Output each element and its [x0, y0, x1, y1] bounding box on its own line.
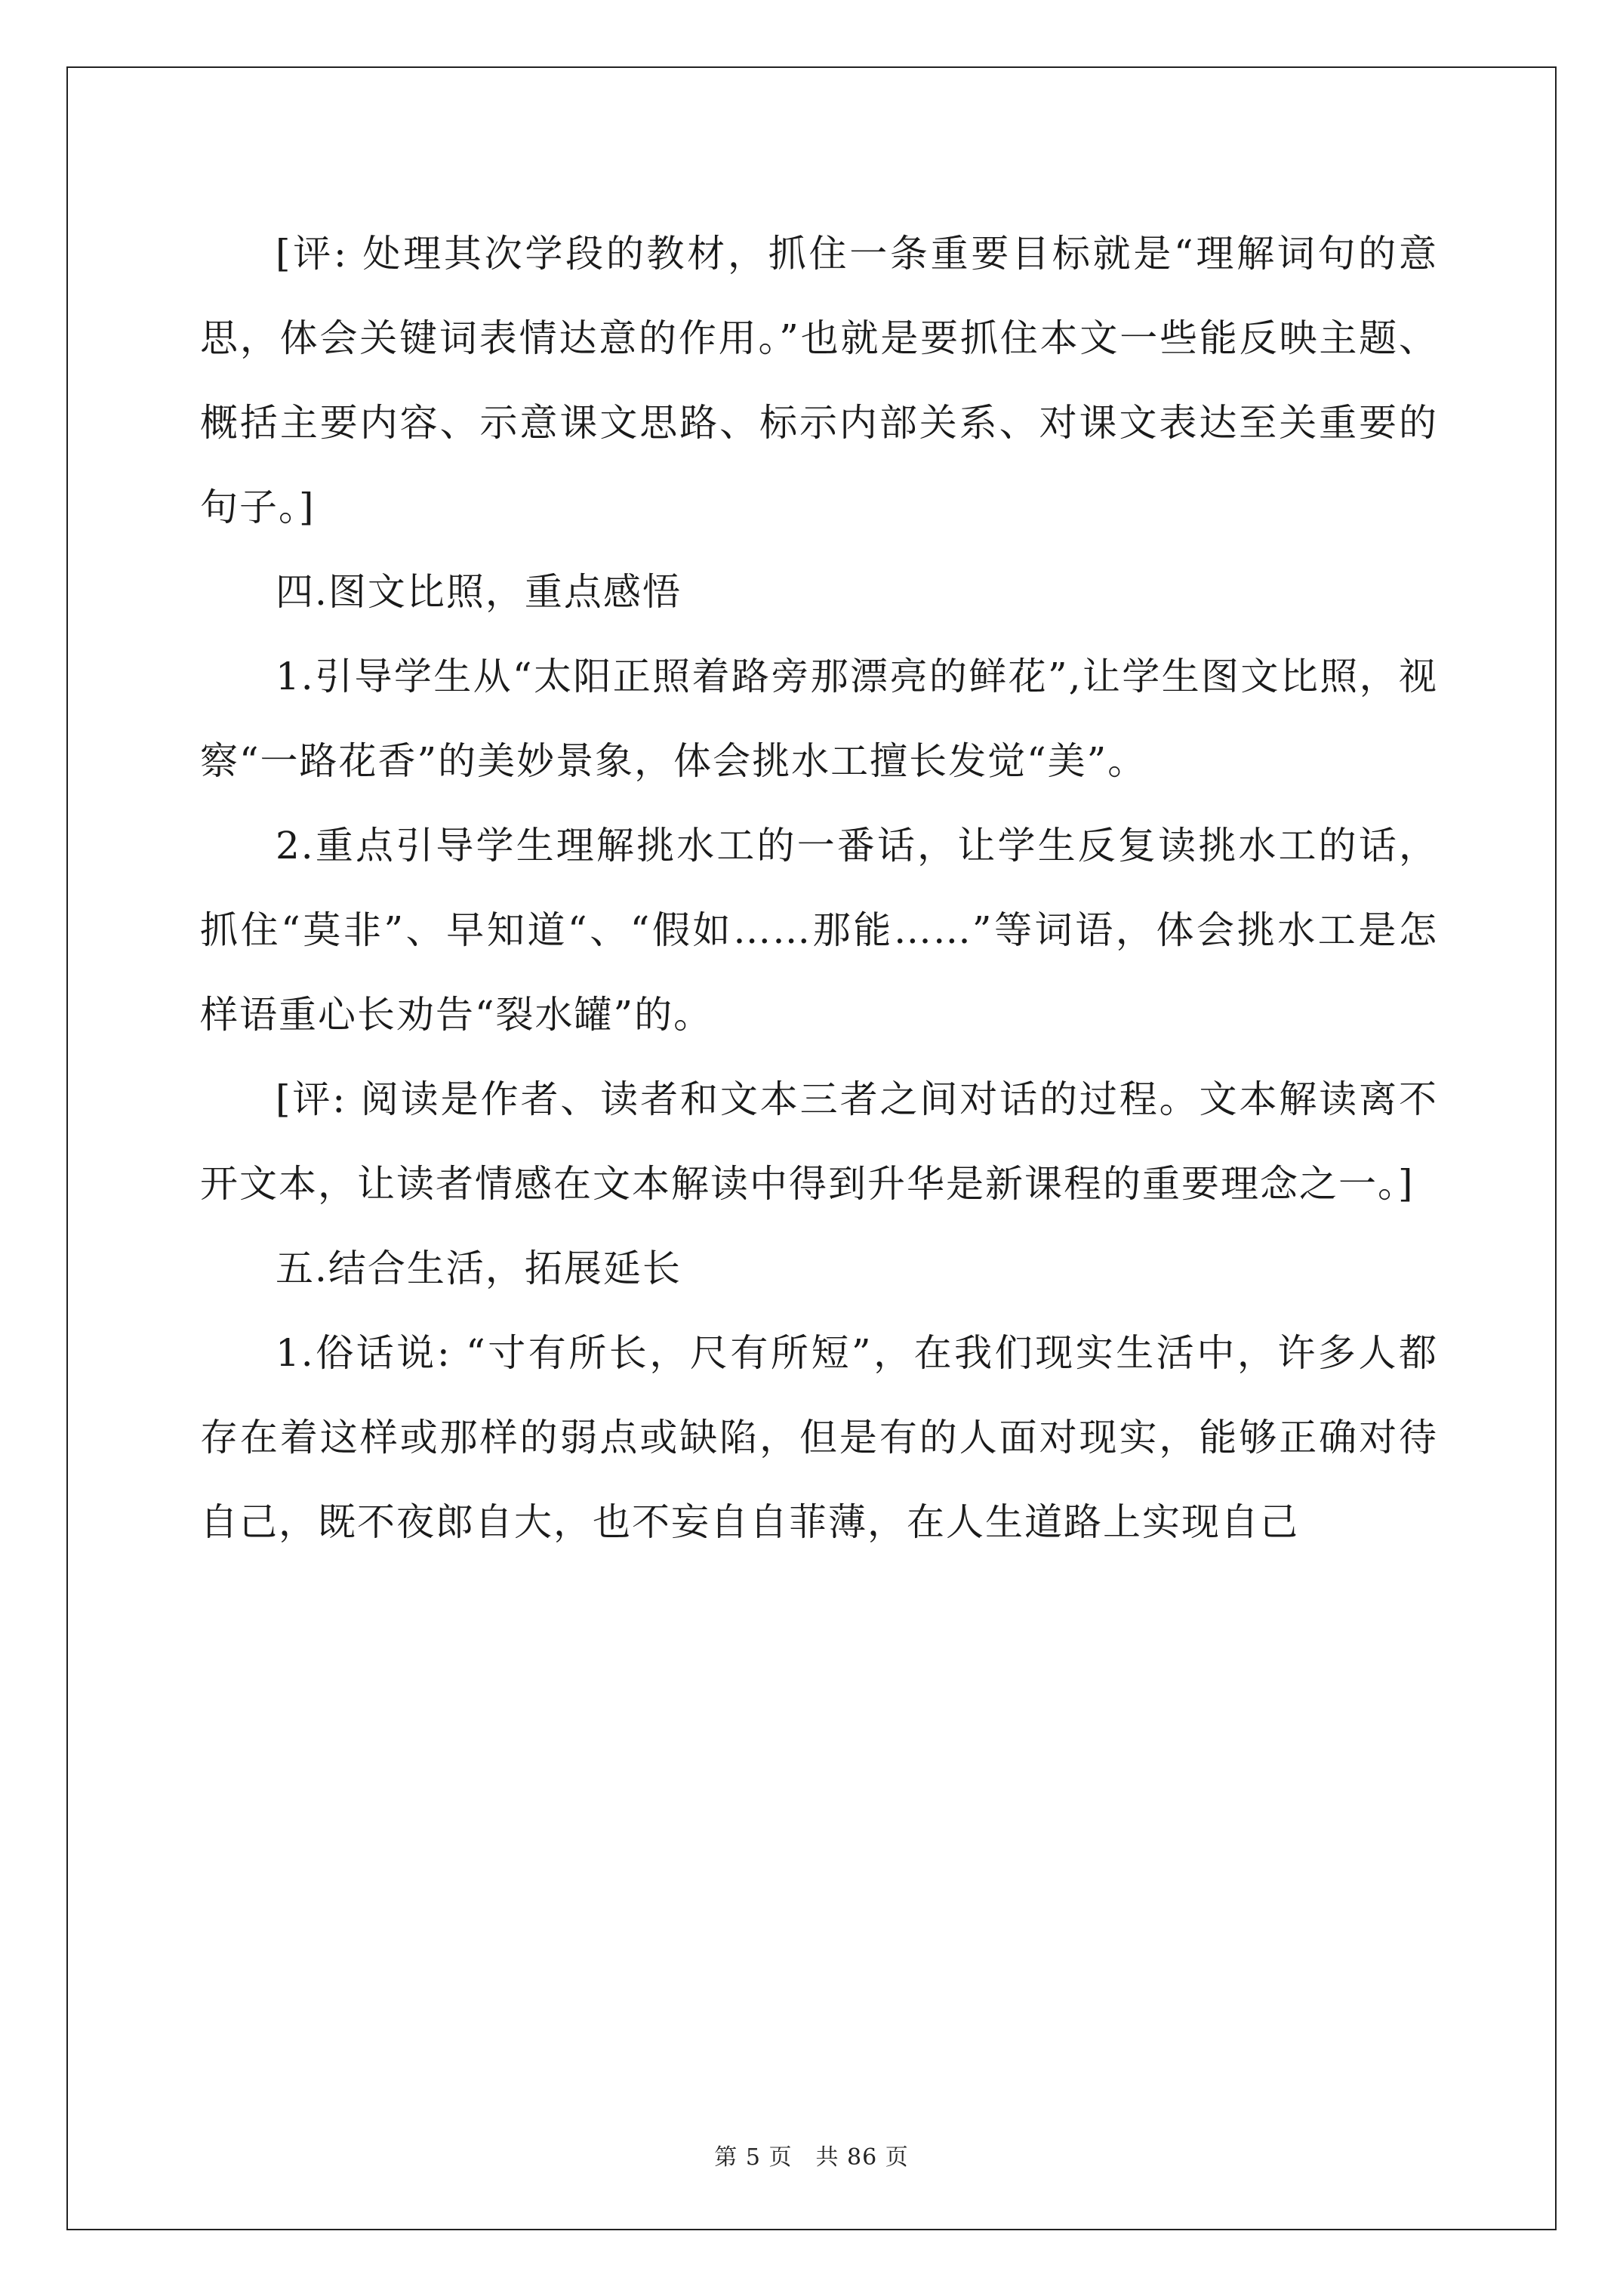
document-body — [200, 211, 1438, 1564]
paragraph-4-2: 2.重点引导学生理解挑水工的一番话，让学生反复读挑水工的话，抓住“莫非”、早知道“、“假如……那能……”等词语，体会挑水工是怎样语重心长劝告“裂水罐”的。 — [200, 824, 1438, 1037]
comment-paragraph-1: [评: 处理其次学段的教材，抓住一条重要目标就是“理解词句的意思，体会关键词表情达意的作用。”也就是要抓住本文一些能反映主题、概括主要内容、示意课文思路、标示内部关系、对课文表达至关重要的句子。] — [200, 232, 1438, 529]
page-number-footer: 第 5 页 共 86 页 — [714, 2144, 909, 2171]
section-heading-5: 五.结合生活，拓展延长 — [276, 1247, 682, 1290]
paragraph-5-1: 1.俗话说: “寸有所长，尺有所短”，在我们现实生活中，许多人都存在着这样或那样的弱点或缺陷，但是有的人面对现实，能够正确对待自己，既不夜郎自大，也不妄自自菲薄，在人生道路上实现自己 — [200, 1331, 1438, 1544]
section-heading-4: 四.图文比照，重点感悟 — [276, 570, 682, 614]
paragraph-4-1: 1.引导学生从“太阳正照着路旁那漂亮的鲜花”,让学生图文比照，视察“一路花香”的美妙景象，体会挑水工擅长发觉“美”。 — [200, 655, 1438, 783]
comment-paragraph-2: [评: 阅读是作者、读者和文本三者之间对话的过程。文本解读离不开文本，让读者情感在文本解读中得到升华是新课程的重要理念之一。] — [200, 1077, 1438, 1206]
